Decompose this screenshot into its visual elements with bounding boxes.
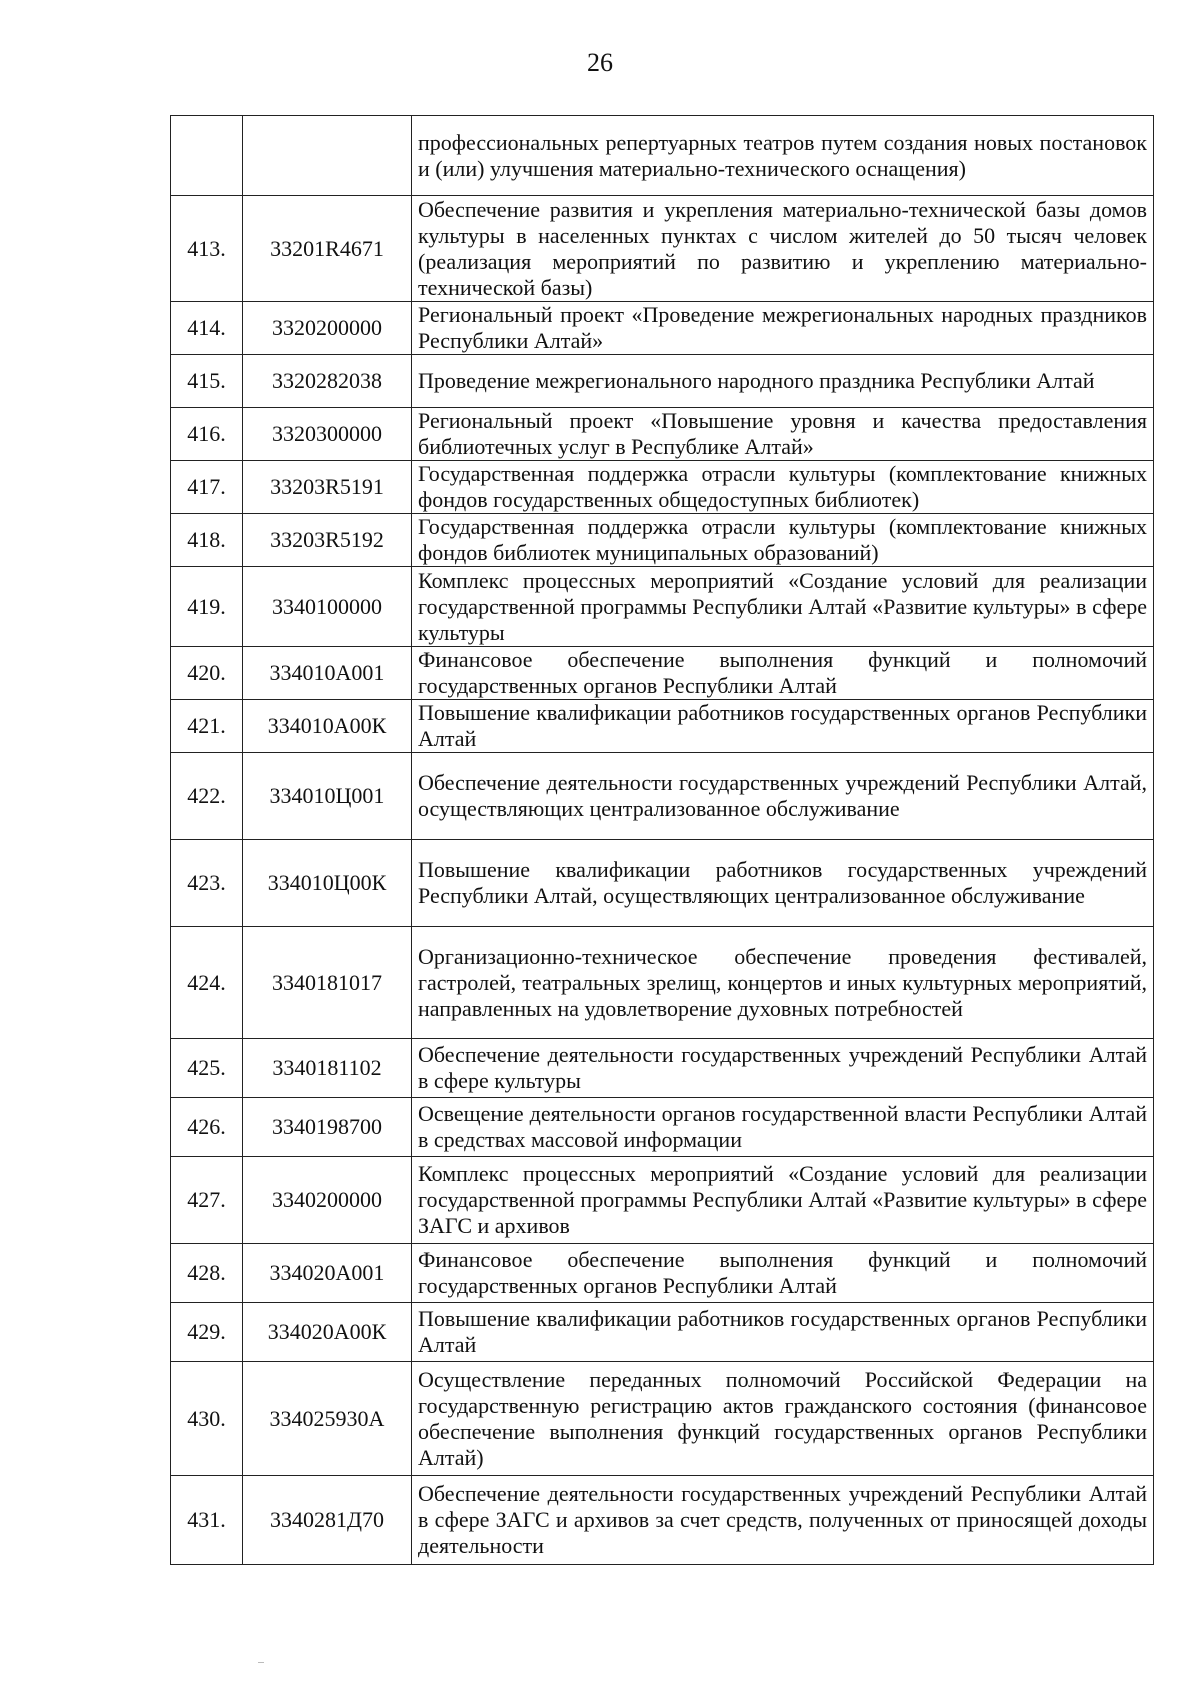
- row-code: 334010Ц00К: [243, 840, 412, 927]
- row-description: профессиональных репертуарных театров путем создания новых постановок и (или) улучшения материально-технического оснащения): [412, 116, 1154, 196]
- row-number: 425.: [171, 1039, 243, 1098]
- table-row: [171, 1098, 1154, 1157]
- row-code: 3340281Д70: [243, 1476, 412, 1565]
- row-description: Повышение квалификации работников государственных учреждений Республики Алтай, осуществляющих централизованное обслуживание: [412, 840, 1154, 927]
- row-description: Финансовое обеспечение выполнения функций и полномочий государственных органов Республики Алтай: [412, 1244, 1154, 1303]
- row-code: 3340198700: [243, 1098, 412, 1157]
- row-number: 430.: [171, 1362, 243, 1476]
- table-row: [171, 1362, 1154, 1476]
- row-number: 420.: [171, 647, 243, 700]
- row-description: Проведение межрегионального народного праздника Республики Алтай: [412, 355, 1154, 408]
- row-number: 413.: [171, 196, 243, 302]
- row-description: Государственная поддержка отрасли культуры (комплектование книжных фондов библиотек муниципальных образований): [412, 514, 1154, 567]
- row-code: 3340181017: [243, 927, 412, 1039]
- row-description: Повышение квалификации работников государственных органов Республики Алтай: [412, 700, 1154, 753]
- table-row: [171, 1244, 1154, 1303]
- table-row: [171, 461, 1154, 514]
- row-description: Обеспечение деятельности государственных учреждений Республики Алтай в сфере ЗАГС и архивов за счет средств, полученных от приносящей доходы деятельности: [412, 1476, 1154, 1565]
- row-description: Освещение деятельности органов государственной власти Республики Алтай в средствах массовой информации: [412, 1098, 1154, 1157]
- row-code: 33201R4671: [243, 196, 412, 302]
- row-code: 334010Ц001: [243, 753, 412, 840]
- table-row: [171, 1476, 1154, 1565]
- table-row: [171, 700, 1154, 753]
- row-code: 334010А001: [243, 647, 412, 700]
- table-row: [171, 753, 1154, 840]
- row-number: 422.: [171, 753, 243, 840]
- row-number: 429.: [171, 1303, 243, 1362]
- row-number: 426.: [171, 1098, 243, 1157]
- table-row: [171, 927, 1154, 1039]
- row-code: 33203R5192: [243, 514, 412, 567]
- row-description: Финансовое обеспечение выполнения функций и полномочий государственных органов Республики Алтай: [412, 647, 1154, 700]
- row-code: 334020А00К: [243, 1303, 412, 1362]
- table-row: [171, 116, 1154, 196]
- row-code: 3340181102: [243, 1039, 412, 1098]
- row-code: 334010А00К: [243, 700, 412, 753]
- row-number: 415.: [171, 355, 243, 408]
- row-code: 3340100000: [243, 567, 412, 647]
- row-number: 417.: [171, 461, 243, 514]
- budget-codes-table: [170, 115, 1154, 1565]
- table-row: [171, 302, 1154, 355]
- row-number: 431.: [171, 1476, 243, 1565]
- row-code: 3320282038: [243, 355, 412, 408]
- row-code: 3340200000: [243, 1157, 412, 1244]
- table-row: [171, 196, 1154, 302]
- table-row: [171, 567, 1154, 647]
- row-number: 424.: [171, 927, 243, 1039]
- table-row: [171, 1039, 1154, 1098]
- row-description: Обеспечение деятельности государственных учреждений Республики Алтай, осуществляющих централизованное обслуживание: [412, 753, 1154, 840]
- scan-artifact: [258, 1662, 264, 1663]
- table-row: [171, 840, 1154, 927]
- row-description: Комплекс процессных мероприятий «Создание условий для реализации государственной программы Республики Алтай «Развитие культуры» в сфере культуры: [412, 567, 1154, 647]
- row-description: Обеспечение развития и укрепления материально-технической базы домов культуры в населенных пунктах с числом жителей до 50 тысяч человек (реализация мероприятий по развитию и укреплению материально-технической базы): [412, 196, 1154, 302]
- row-code: 3320300000: [243, 408, 412, 461]
- row-description: Комплекс процессных мероприятий «Создание условий для реализации государственной программы Республики Алтай «Развитие культуры» в сфере ЗАГС и архивов: [412, 1157, 1154, 1244]
- table-row: [171, 647, 1154, 700]
- row-code: 334020А001: [243, 1244, 412, 1303]
- table-row: [171, 1303, 1154, 1362]
- row-number: 428.: [171, 1244, 243, 1303]
- row-number: 423.: [171, 840, 243, 927]
- row-code: 334025930А: [243, 1362, 412, 1476]
- row-number: 416.: [171, 408, 243, 461]
- row-code: 33203R5191: [243, 461, 412, 514]
- row-description: Повышение квалификации работников государственных органов Республики Алтай: [412, 1303, 1154, 1362]
- row-description: Обеспечение деятельности государственных учреждений Республики Алтай в сфере культуры: [412, 1039, 1154, 1098]
- row-number: 427.: [171, 1157, 243, 1244]
- row-code: [243, 116, 412, 196]
- row-number: 414.: [171, 302, 243, 355]
- table-row: [171, 355, 1154, 408]
- table-row: [171, 514, 1154, 567]
- row-number: [171, 116, 243, 196]
- row-description: Государственная поддержка отрасли культуры (комплектование книжных фондов государственных общедоступных библиотек): [412, 461, 1154, 514]
- table-row: [171, 408, 1154, 461]
- table-row: [171, 1157, 1154, 1244]
- row-description: Региональный проект «Повышение уровня и качества предоставления библиотечных услуг в Республике Алтай»: [412, 408, 1154, 461]
- row-number: 421.: [171, 700, 243, 753]
- row-description: Организационно-техническое обеспечение проведения фестивалей, гастролей, театральных зрелищ, концертов и иных культурных мероприятий, направленных на удовлетворение духовных потребностей: [412, 927, 1154, 1039]
- row-number: 419.: [171, 567, 243, 647]
- page-number: 26: [587, 48, 613, 77]
- row-description: Региональный проект «Проведение межрегиональных народных праздников Республики Алтай»: [412, 302, 1154, 355]
- row-number: 418.: [171, 514, 243, 567]
- row-description: Осуществление переданных полномочий Российской Федерации на государственную регистрацию актов гражданского состояния (финансовое обеспечение выполнения функций государственных органов Республики Алтай): [412, 1362, 1154, 1476]
- row-code: 3320200000: [243, 302, 412, 355]
